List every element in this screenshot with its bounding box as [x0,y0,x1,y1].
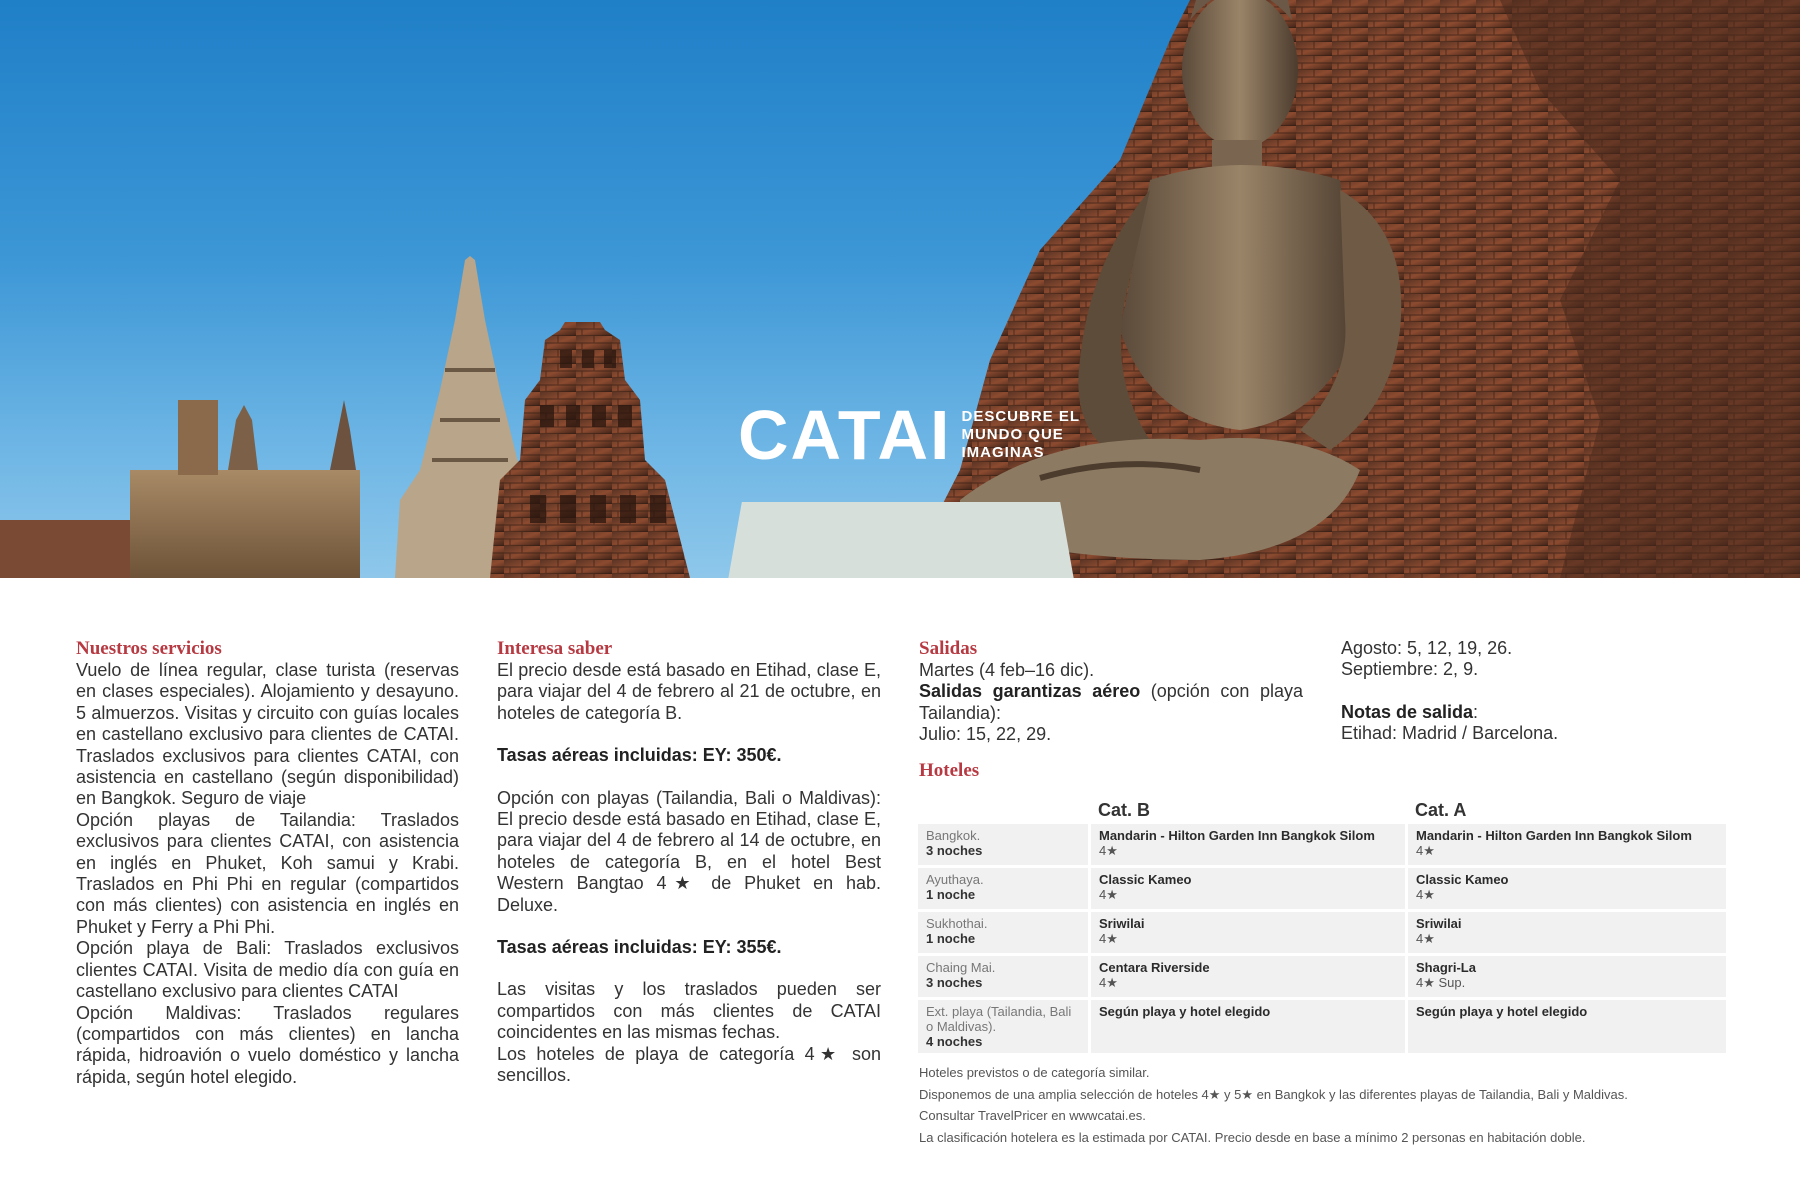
hotel-stars: 4★ [1099,843,1118,858]
table-row [918,912,1726,953]
notas-salida [1341,702,1725,723]
hotel-name: Según playa y hotel elegido [1099,1004,1271,1019]
interesa-paragraph: Los hoteles de playa de categoría 4★ son sencillos. [497,1043,881,1086]
hotel-stars: 4★ [1416,887,1435,902]
temple-scene-illustration [0,0,1800,578]
interesa-section [497,638,881,1087]
table-row [918,956,1726,997]
salidas-julio: Julio: 15, 22, 29. [919,724,1052,745]
nights: 1 noche [926,931,976,946]
table-row [918,824,1726,865]
city-cell [918,1000,1088,1053]
cat-b-cell [1091,868,1405,909]
salidas-section [919,638,1303,746]
hotel-name: Classic Kameo [1099,872,1192,887]
hotel-name: Mandarin - Hilton Garden Inn Bangkok Silom [1099,828,1375,843]
interesa-paragraph: Opción con playas (Tailandia, Bali o Maldivas): El precio desde está basado en Etihad, clase E, para viajar del 4 de febrero al 14 de octubre, en hoteles de categoría B, en el hotel Best Western Bangtao 4★ de Phuket en hab. Deluxe. [497,787,881,915]
hotel-name: Centara Riverside [1099,960,1210,975]
hotel-name: Según playa y hotel elegido [1416,1004,1588,1019]
cat-a-cell [1408,956,1726,997]
cat-a-cell [1408,824,1726,865]
hotel-stars: 4★ [1099,887,1118,902]
interesa-paragraph: Las visitas y los traslados pueden ser compartidos con más clientes de CATAI coincidentes en las mismas fechas. [497,979,881,1043]
table-row [918,1000,1726,1053]
salidas-garantia [919,681,1303,724]
hotel-name: Sriwilai [1099,916,1145,931]
interesa-paragraph: El precio desde está basado en Etihad, clase E, para viajar del 4 de febrero al 21 de octubre, en hoteles de categoría B. [497,660,881,723]
city-name: Ext. playa (Tailandia, Bali o Maldivas). [926,1004,1072,1034]
servicios-paragraph: Opción playas de Tailandia: Traslados exclusivos para clientes CATAI, con asistencia en inglés en Phuket, Koh samui y Krabi. Traslados en Phi Phi en regular (compartidos con más clientes) con asistencia en inglés en Phuket y Ferry a Phi Phi. [76,809,459,937]
table-row [918,868,1726,909]
servicios-paragraph: Opción playa de Bali: Traslados exclusivos clientes CATAI. Visita de medio día con guía en castellano exclusivo para clientes CATAI [76,938,459,1002]
interesa-title: Interesa saber [497,638,613,659]
notas-label: Notas de salida [1341,701,1474,722]
garantia-label: Salidas garantizas aéreo [919,681,1141,702]
hotel-name: Mandarin - Hilton Garden Inn Bangkok Silom [1416,828,1692,843]
servicios-paragraph: Vuelo de línea regular, clase turista (reservas en clases especiales). Alojamiento y desayuno. 5 almuerzos. Visitas y circuito con guías locales en castellano exclusivo para clientes de CATAI. Traslados exclusivos para clientes CATAI, con asistencia en castellano (según disponibilidad) en Bangkok. Seguro de viaje [76,660,459,809]
nights: 1 noche [926,887,976,902]
hero-tab-shape [728,502,1074,578]
cat-b-header: Cat. B [1098,800,1151,820]
servicios-section [76,638,459,1088]
cat-b-cell [1091,912,1405,953]
tagline-line: MUNDO QUE [961,426,1064,443]
city-name: Chaing Mai. [926,960,996,975]
hoteles-title: Hoteles [919,760,980,781]
hotel-name: Sriwilai [1416,916,1462,931]
logo-wordmark: CATAI [738,396,952,474]
cat-b-cell [1091,1000,1405,1053]
city-name: Sukhothai. [926,916,988,931]
hoteles-notes [919,1062,1725,1148]
hotel-name: Shagri-La [1416,960,1476,975]
note-line: Hoteles previstos o de categoría similar. [919,1065,1150,1080]
city-name: Bangkok. [926,828,981,843]
city-name: Ayuthaya. [926,872,984,887]
tasas-text: Tasas aéreas incluidas: EY: 355€. [497,937,782,958]
hero-image [0,0,1800,578]
cat-a-cell [1408,868,1726,909]
hotel-stars: 4★ [1416,931,1435,946]
hotel-stars: 4★ [1099,931,1118,946]
tagline-line: IMAGINAS [961,444,1045,461]
salidas-line: Martes (4 feb–16 dic). [919,660,1095,680]
note-line: Disponemos de una amplia selección de hoteles 4★ y 5★ en Bangkok y las diferentes playas de Tailandia, Bali y Maldivas. [919,1086,1628,1102]
note-line: Consultar TravelPricer en wwwcatai.es. [919,1108,1146,1123]
hotel-name: Classic Kameo [1416,872,1509,887]
logo-tagline [961,408,1080,462]
hotel-stars: 4★ [1099,975,1118,990]
notas-colon: : [1473,701,1479,722]
cat-b-cell [1091,956,1405,997]
garantia-note: (opción con playa Tailandia): [919,681,1304,723]
hoteles-table [918,824,1726,1056]
hotel-stars: 4★ [1416,843,1435,858]
city-cell [918,956,1088,997]
salidas-septiembre: Septiembre: 2, 9. [1341,659,1479,680]
cat-a-cell [1408,912,1726,953]
servicios-paragraph: Opción Maldivas: Traslados regulares (compartidos con más clientes) en lancha rápida, hidroavión o vuelo doméstico y lancha rápida, según hotel elegido. [76,1002,459,1087]
nights: 3 noches [926,843,983,858]
salidas-agosto: Agosto: 5, 12, 19, 26. [1341,638,1513,658]
servicios-title: Nuestros servicios [76,638,222,659]
salidas-title: Salidas [919,638,978,659]
city-cell [918,824,1088,865]
city-cell [918,868,1088,909]
salidas-continued [1341,638,1725,745]
tagline-line: DESCUBRE EL [961,408,1080,425]
catai-logo [738,396,1080,474]
notas-value: Etihad: Madrid / Barcelona. [1341,723,1559,744]
cat-a-header: Cat. A [1415,800,1467,820]
cat-b-cell [1091,824,1405,865]
tasas-text: Tasas aéreas incluidas: EY: 350€. [497,745,782,766]
nights: 3 noches [926,975,983,990]
note-line: La clasificación hotelera es la estimada por CATAI. Precio desde en base a mínimo 2 personas en habitación doble. [919,1129,1586,1145]
city-cell [918,912,1088,953]
hotel-stars: 4★ Sup. [1416,975,1466,990]
nights: 4 noches [926,1034,983,1049]
cat-a-cell [1408,1000,1726,1053]
